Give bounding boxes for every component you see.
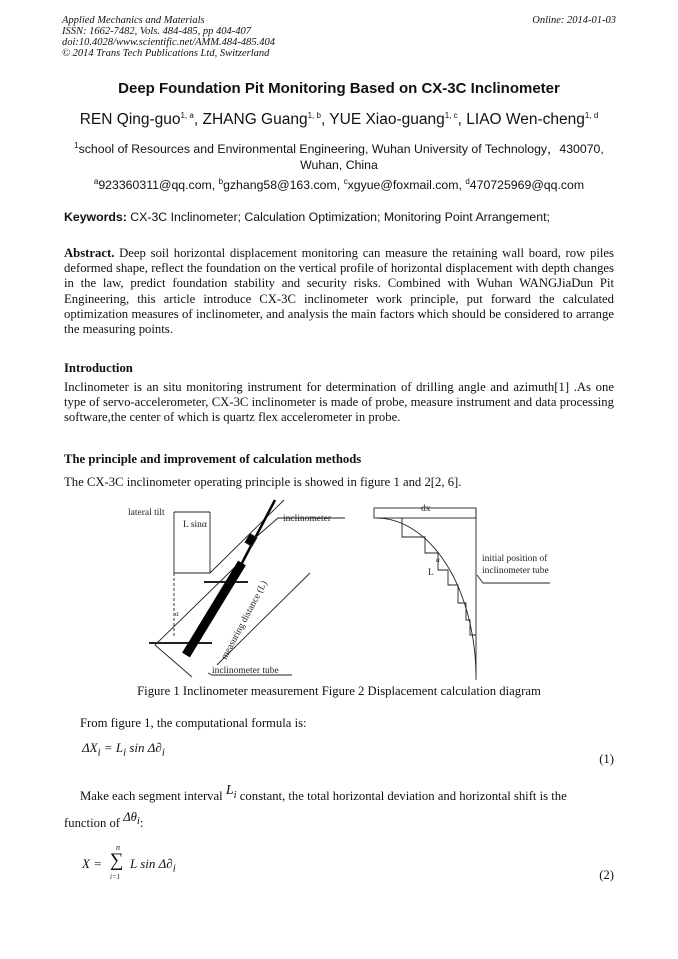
label-alpha: α [175,610,179,618]
email-link: gzhang58@163.com, [223,178,344,193]
author: LIAO Wen-cheng [466,111,585,129]
principle-heading: The principle and improvement of calculation methods [64,452,362,466]
author-sup: 1, b [307,111,321,120]
author: REN Qing-guo [79,111,181,129]
equation-1: $\Delta X_i = L_i$ $\sin \Delta\partial_i$ [82,740,165,759]
author-sup: 1, d [584,111,599,120]
label-dx: dx [421,504,431,514]
paper-title: Deep Foundation Pit Monitoring Based on CX-3C Inclinometer [118,80,560,97]
equation-1-number: (1) [599,752,614,766]
label-L: L [428,568,434,578]
label-inclinometer: inclinometer [283,514,332,524]
abstract-text: Deep soil horizontal displacement monitoring can measure the retaining wall board, row piles deformed shape, reflect the foundation on the vertical profile of horizontal displacement with depth changes in the law, predict foundation stability and security risks. Combined with Wuhan WANGJiaDun Pit Engineering, this article introduce CX-3C inclinometer work principle, put forward the calculated optimization measures of inclinometer, and analysis the main factors which should be considered to arrange the measuring points. [64,246,614,337]
issn: ISSN: 1662-7482, Vols. 484-485, pp 404-407 [62,26,251,37]
equation-2-number: (2) [599,868,614,882]
online-date: Online: 2014-01-03 [532,15,616,26]
keywords [64,210,550,224]
doi: doi:10.4028/www.scientific.net/AMM.484-485.404 [62,37,275,48]
label-inclinometer-tube: inclinometer tube [212,666,279,676]
abstract [64,246,614,337]
email-link: 923360311@qq.com, [98,178,219,193]
figure-2-displacement [374,508,550,680]
affil-line1: school of Resources and Environmental Engineering, Wuhan University of Technology，430070, [78,142,604,157]
affil-line2: Wuhan, China [300,158,378,173]
paragraph-2: Make each segment interval $L_i$ constant, the total horizontal deviation and horizontal shift is the function of $\Delta\theta_i$: [64,783,567,830]
figure-caption: Figure 1 Inclinometer measurement Figure 2 Displacement calculation diagram [137,684,541,698]
formula-intro: From figure 1, the computational formula is: [80,716,307,730]
label-initial-2: inclinometer tube [482,566,549,576]
intro-heading: Introduction [64,361,133,375]
keywords-label: Keywords: [64,210,127,224]
paper-page: Applied Mechanics and Materials ISSN: 1662-7482, Vols. 484-485, pp 404-407 doi:10.4028/www.scientific.net/AMM.484-485.404 © 2014 Trans Tech Publications Ltd, Switzerland Online: 2014-01-03 Deep Foundation Pit Monitoring Based on CX-3C Inclinometer REN Qing-guo$^{1, a}$, ZHANG Guang$^{1, b}$, YUE Xiao-guang$^{1, c}$, LIAO Wen-cheng$^{1, d}$ $^1$school of Resources and Environmental Engineering, Wuhan University of Technology，430070, Wuhan, China $^a$923360311@qq.com, $^b$gzhang58@163.com, $^c$xgyue@foxmail.com, $^d$470725969@qq.com Keywords: CX-3C Inclinometer; Calculation Optimization; Monitoring Point Arrangement; Abstract. Deep soil horizontal displacement monitoring can measure the retaining wall board, row piles deformed shape, reflect the foundation on the vertical profile of horizontal displacement with depth changes in the law, predict foundation stability and security risks. Combined with Wuhan WANGJiaDun Pit Engineering, this article introduce CX-3C inclinometer work principle, put forward the calculated optimization measures of inclinometer, and analysis the main factors which should be considered to arrange the measuring points. Introduction Inclinometer is an situ monitoring instrument for determination of drilling angle and azimuth[1] .As one type of servo-accelerometer, CX-3C inclinometer is made of probe, measure instrument and data processing software,the center of which is quartz flex accelerometer in probe. The principle and improvement of calculation methods The CX-3C inclinometer operating principle is showed in figure 1 and 2[2, 6]. lateral tilt L sinα inclinometer measuring distance (L) inclinometer tube α dx initial position of inclinometer tube α L Figure 1 Inclinometer measurement Figure 2 Displacement calculation diagram From figure 1, the computational formula is: $\Delta X_i = L_i$ $\sin \Delta\partial_i$ (1) Make each segment interval $L_i$ constant, the total horizontal deviation and horizontal shift is the function of $\Delta\theta_i$: X = n ∑ i=1 L $\sin \Delta\partial_i$ (2) [0,0,678,959]
email-link: 470725969@qq.com [469,178,585,193]
figure-1-inclinometer [149,500,345,677]
principle-text: The CX-3C inclinometer operating principle is showed in figure 1 and 2[2, 6]. [64,475,462,489]
keywords-text: CX-3C Inclinometer; Calculation Optimization; Monitoring Point Arrangement; [126,210,550,224]
author-sup: 1, a [180,111,194,120]
affil-sup: 1 [74,141,79,150]
author: ZHANG Guang [202,111,308,129]
figures-1-2 [120,495,560,685]
email-link: xgyue@foxmail.com, [347,178,466,193]
journal-header [62,15,275,59]
journal-name: Applied Mechanics and Materials [62,15,205,26]
copyright: © 2014 Trans Tech Publications Ltd, Switzerland [62,48,270,59]
affiliation [0,138,678,173]
emails: $^a$923360311@qq.com, $^b$gzhang58@163.com, $^c$xgyue@foxmail.com, $^d$470725969@qq.com [93,177,585,193]
label-initial-1: initial position of [482,554,548,564]
label-measuring-distance: measuring distance (L) [219,579,270,662]
author: YUE Xiao-guang [329,111,445,129]
authors: REN Qing-guo$^{1, a}$, ZHANG Guang$^{1, b}$, YUE Xiao-guang$^{1, c}$, LIAO Wen-cheng$^{1, d}$ [79,111,599,129]
abstract-label: Abstract. [64,246,115,260]
label-lsin: L sinα [183,520,207,530]
label-alpha-2: α [436,556,440,564]
author-sup: 1, c [444,111,458,120]
intro-text: Inclinometer is an situ monitoring instrument for determination of drilling angle and azimuth[1] .As one type of servo-accelerometer, CX-3C inclinometer is made of probe, measure instrument and data processing software,the center of which is quartz flex accelerometer in probe. [64,380,614,425]
label-lateral-tilt: lateral tilt [128,508,165,518]
